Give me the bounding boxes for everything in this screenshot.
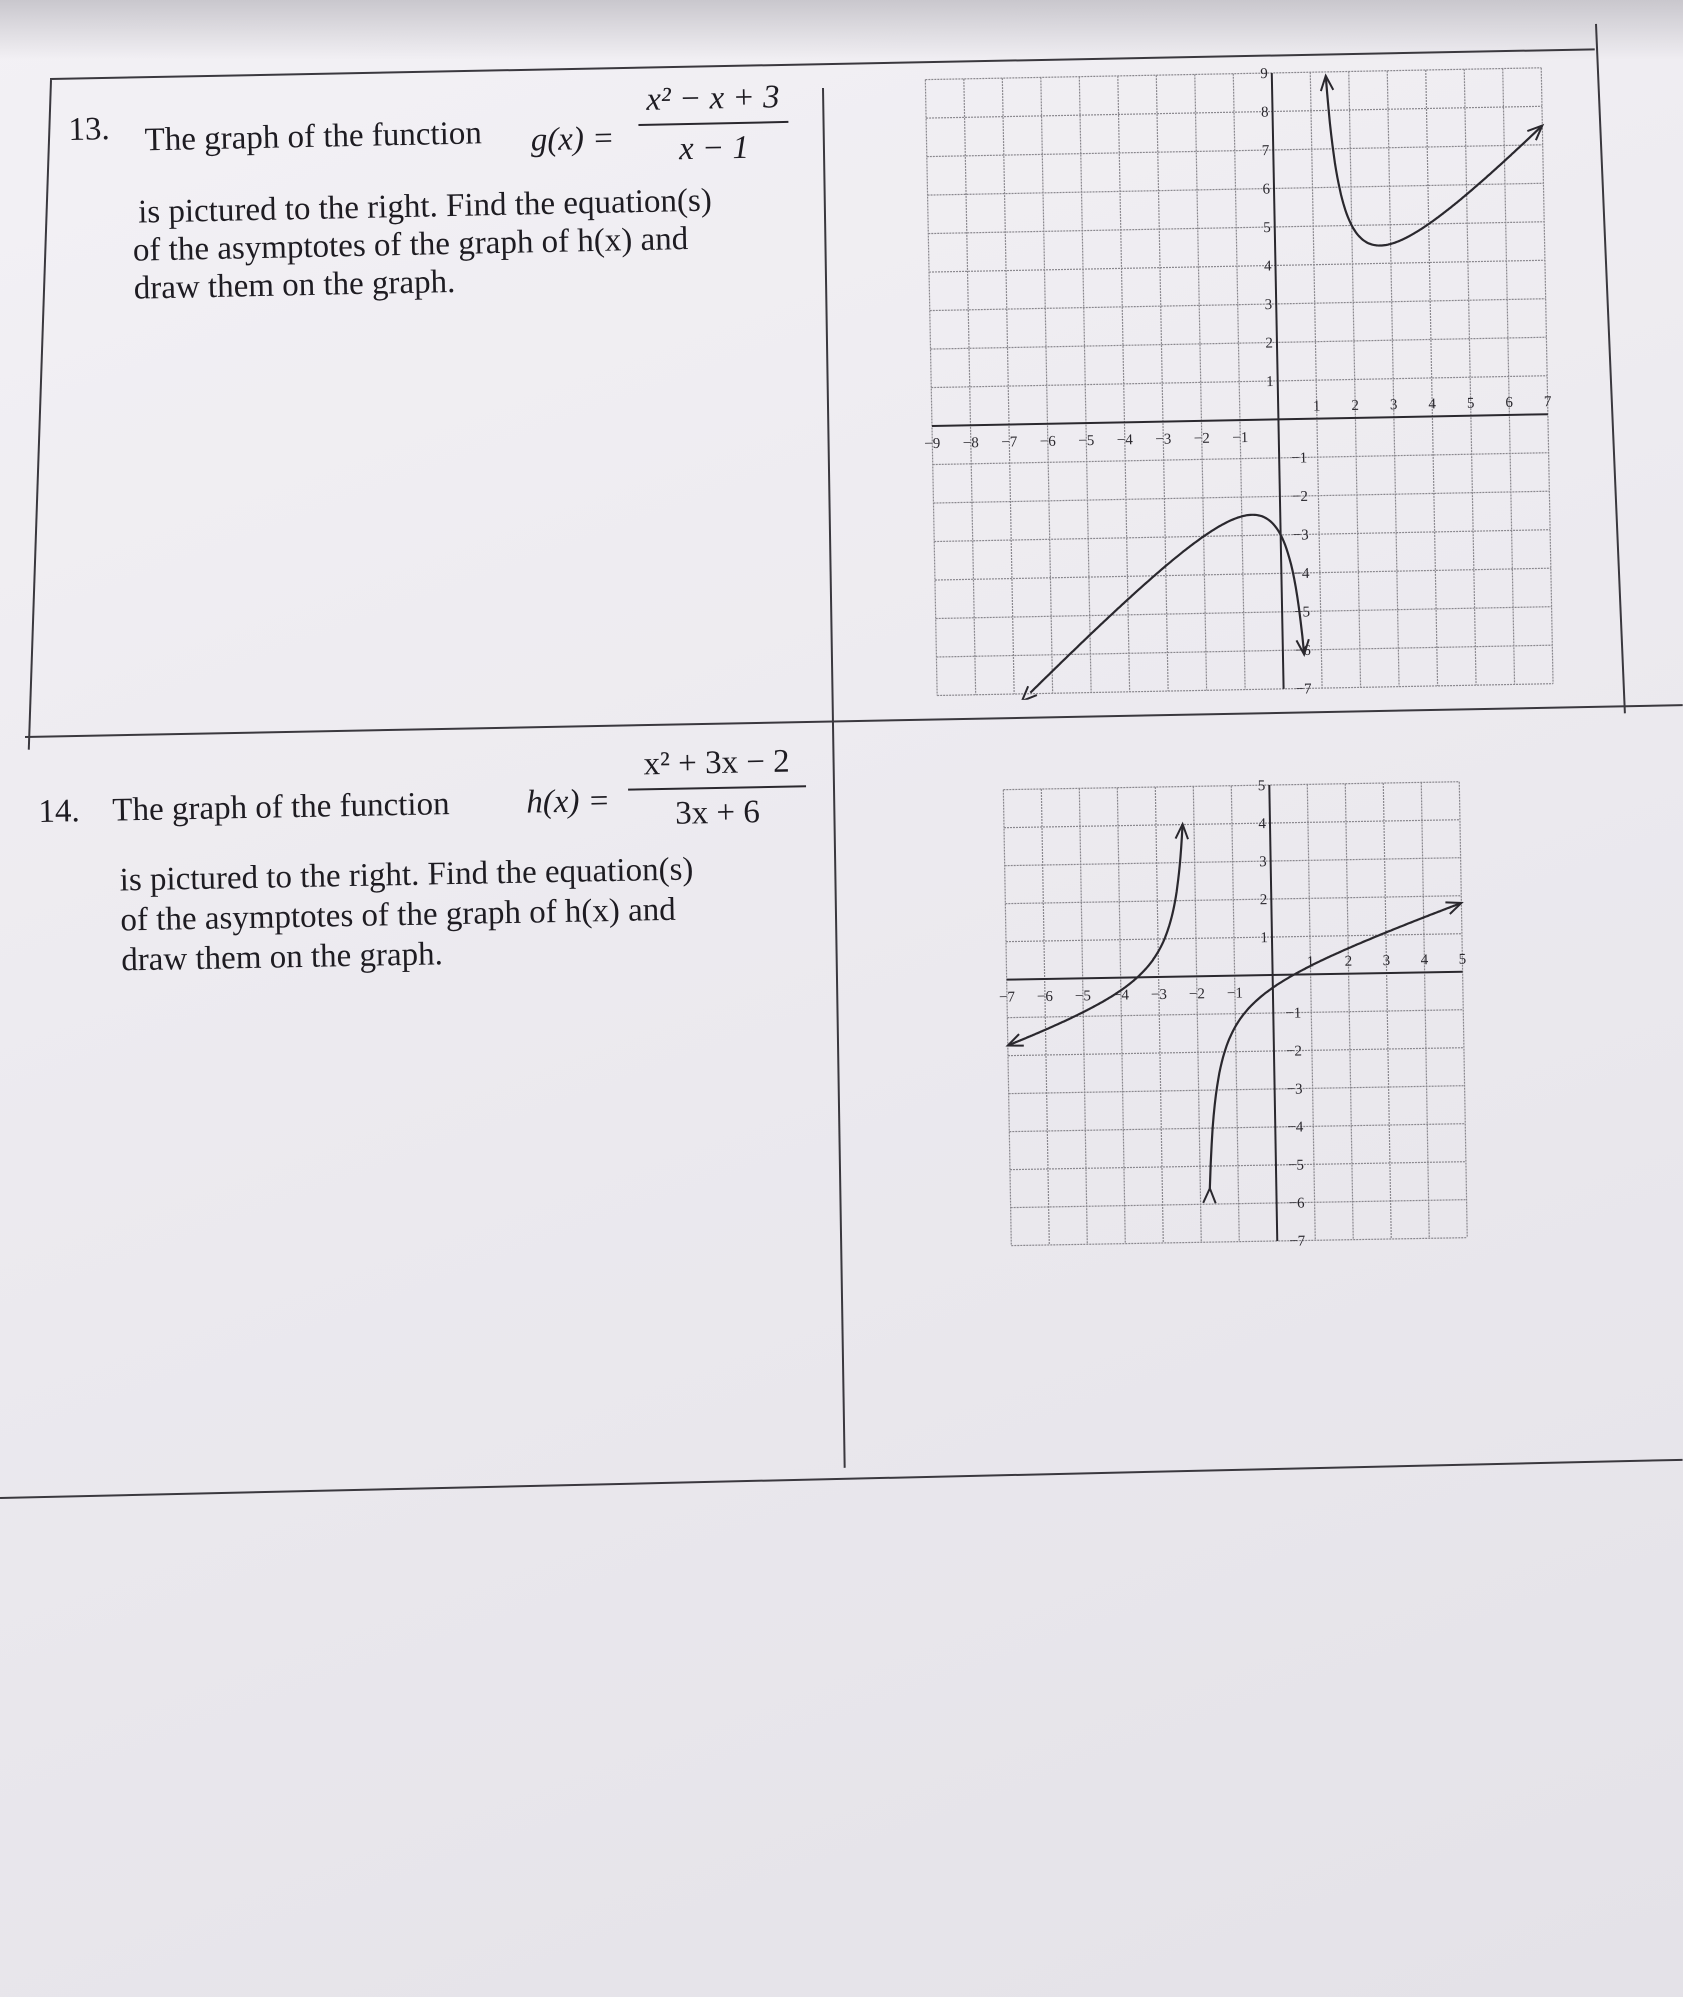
fraction-bar [638,121,788,126]
table-left-rule [28,80,52,750]
y-tick-label: −1 [1285,1005,1302,1022]
x-tick-label: 3 [1382,952,1391,970]
table-bottom-rule [0,1459,1683,1499]
x-tick-label: 1 [1312,398,1321,415]
x-tick-label: −4 [1112,987,1130,1004]
problem-line-2: of the asymptotes of the graph of h(x) and [120,891,677,939]
y-tick-label: 5 [1263,220,1271,237]
x-tick-label: −5 [1074,988,1092,1005]
x-tick-label: 5 [1466,395,1475,412]
problem-line-2: of the asymptotes of the graph of h(x) and [132,221,689,269]
x-tick-label: 1 [1306,954,1315,971]
problem-number: 13. [68,111,111,148]
x-tick-label: −5 [1078,432,1095,450]
problem-line-3: draw them on the graph. [120,936,444,979]
x-tick-label: −1 [1232,429,1249,447]
curve-right-branch [1326,72,1545,247]
x-tick-label: 2 [1351,397,1360,414]
x-tick-label: −2 [1193,430,1210,448]
y-tick-label: −7 [1295,681,1312,698]
y-tick-label: 1 [1260,930,1269,947]
x-tick-label: 2 [1344,953,1353,970]
y-tick-label: 5 [1257,778,1266,795]
x-tick-label: −4 [1116,432,1133,449]
x-tick-label: −3 [1150,986,1168,1004]
numerator: x² + 3x − 2 [643,743,790,783]
grid-line-horizontal [937,684,1553,696]
y-tick-label: −5 [1287,1157,1305,1174]
y-tick-label: −4 [1293,565,1310,583]
graph-13-canvas [905,49,1597,702]
grid-line-vertical [1003,790,1011,1246]
x-tick-label: 4 [1420,952,1429,969]
function-label: g(x) = [530,120,615,159]
denominator: 3x + 6 [674,794,761,832]
function-label: h(x) = [525,783,611,821]
y-tick-label: 4 [1263,258,1272,275]
y-tick-label: 7 [1261,143,1270,160]
y-tick-label: −5 [1293,604,1311,621]
x-tick-label: 6 [1505,394,1514,412]
grid-line-horizontal [928,220,1544,237]
numerator: x² − x + 3 [645,79,780,118]
table-mid-rule [25,704,1683,738]
y-tick-label: −4 [1287,1119,1304,1136]
table-right-rule [1595,24,1626,713]
y-tick-label: −6 [1294,642,1312,660]
y-tick-label: 3 [1259,854,1267,871]
problem-14 [38,743,822,1012]
x-tick-label: −2 [1188,986,1206,1003]
problem-13 [68,79,832,330]
y-tick-label: −6 [1288,1195,1305,1212]
problem-line-3: draw them on the graph. [133,263,456,307]
x-tick-label: 4 [1428,396,1437,413]
x-tick-label: −3 [1155,431,1172,448]
problem-stem: The graph of the function [112,786,450,829]
x-tick-label: 7 [1543,394,1552,411]
x-tick-label: −7 [998,989,1016,1006]
y-tick-label: −7 [1289,1233,1306,1250]
x-tick-label: 5 [1458,951,1467,968]
y-tick-label: 1 [1266,373,1274,391]
graph-14-canvas [985,759,1605,1330]
y-tick-label: 3 [1264,296,1273,314]
y-tick-label: −3 [1292,527,1309,544]
graph-13 [905,49,1597,702]
denominator: x − 1 [678,129,750,168]
y-tick-label: 4 [1258,816,1267,833]
x-tick-label: −8 [962,435,979,452]
y-tick-label: 6 [1262,181,1271,198]
fraction-bar [628,785,806,790]
y-tick-label: 8 [1260,104,1269,121]
problem-stem: The graph of the function [144,115,483,159]
fraction [637,77,789,170]
y-tick-label: 2 [1265,335,1274,352]
y-tick-label: −3 [1286,1081,1303,1098]
y-tick-label: −2 [1291,488,1309,506]
y-tick-label: 2 [1259,892,1268,909]
x-tick-label: −9 [924,435,941,453]
grid-line-horizontal [1003,782,1459,790]
arrow-head [1203,1188,1216,1203]
x-tick-label: −7 [1001,434,1018,451]
problem-line-1: is pictured to the right. Find the equation(s) [137,182,713,231]
fraction [627,741,807,834]
x-tick-label: 3 [1389,397,1398,414]
y-tick-label: 9 [1260,66,1268,83]
y-tick-label: −1 [1291,450,1308,467]
x-tick-label: −6 [1036,988,1054,1006]
x-tick-label: −1 [1226,985,1244,1002]
x-tick-label: −6 [1039,433,1056,450]
graph-14 [985,759,1605,1330]
problem-line-1: is pictured to the right. Find the equation(s) [119,851,694,899]
problem-number: 14. [38,793,80,830]
y-tick-label: −2 [1285,1043,1303,1060]
